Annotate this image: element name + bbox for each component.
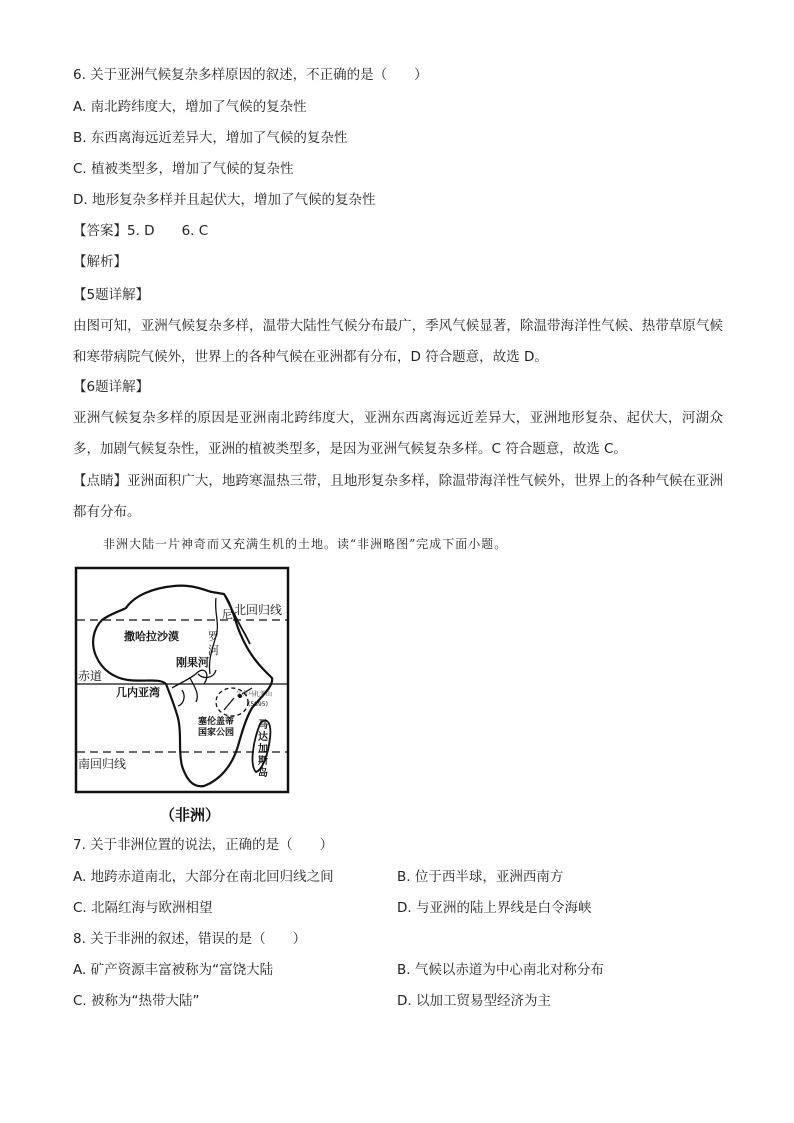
label-kilimanjaro: 乞力马扎罗山 <box>236 691 273 698</box>
label-tropic-south: 南回归线 <box>78 757 127 771</box>
q8-option-b: B. 气候以赤道为中心南北对称分布 <box>397 962 604 978</box>
map-intro: 非洲大陆一片神奇而又充满生机的土地。读“非洲略图”完成下面小题。 <box>103 537 508 551</box>
label-congo: 刚果河 <box>176 656 209 669</box>
detail5-text: 由图可知，亚洲气候复杂多样，温带大陆性气候分布最广，季风气候显著，除温带海洋性气候、热带草原气候和寒带病院气候外，世界上的各种气候在亚洲都有分布，D 符合题意，故选 D。 <box>73 318 723 365</box>
q6-option-d: D. 地形复杂多样并且起伏大，增加了气候的复杂性 <box>73 192 376 208</box>
label-kilimanjaro-height: (5895) <box>248 701 268 708</box>
detail6-label: 【6题详解】 <box>73 379 150 395</box>
q8-option-d: D. 以加工贸易型经济为主 <box>397 993 551 1009</box>
tip-text: 亚洲面积广大，地跨寒温热三带，且地形复杂多样，除温带海洋性气候外，世界上的各种气候在亚洲都有分布。 <box>73 473 724 520</box>
q7-option-a: A. 地跨赤道南北，大部分在南北回归线之间 <box>73 869 334 885</box>
q6-option-c: C. 植被类型多，增加了气候的复杂性 <box>73 161 294 177</box>
label-madagascar-1: 马 <box>258 720 268 731</box>
label-madagascar-5: 岛 <box>258 768 268 779</box>
q7-stem: 7. 关于非洲位置的说法，正确的是（ ） <box>73 837 334 853</box>
label-madagascar-4: 斯 <box>258 756 268 767</box>
label-madagascar-3: 加 <box>258 744 268 755</box>
q8-stem: 8. 关于非洲的叙述，错误的是（ ） <box>73 931 307 947</box>
label-serengeti-2: 国家公园 <box>198 728 235 738</box>
detail5-label: 【5题详解】 <box>73 287 150 303</box>
detail6-text: 亚洲气候复杂多样的原因是亚洲南北跨纬度大，亚洲东西离海远近差异大，亚洲地形复杂、起伏大，河湖众多，加剧气候复杂性，亚洲的植被类型多，是因为亚洲气候复杂多样。C 符合题意，故选 C。 <box>73 410 723 457</box>
answer-label: 【答案】 <box>73 223 127 239</box>
label-sahara: 撒哈拉沙漠 <box>124 630 179 643</box>
q7-option-c: C. 北隔红海与欧洲相望 <box>73 900 213 916</box>
label-guinea: 几内亚湾 <box>116 686 160 699</box>
tip-label: 【点睛】 <box>73 473 128 489</box>
answer-line <box>73 221 208 241</box>
africa-map <box>74 566 292 830</box>
tip-paragraph <box>73 466 723 528</box>
q6-option-b: B. 东西离海远近差异大，增加了气候的复杂性 <box>73 130 348 146</box>
label-nile-3: 河 <box>208 644 219 657</box>
q8-option-c: C. 被称为“热带大陆” <box>73 993 200 1009</box>
label-madagascar-2: 达 <box>258 732 268 743</box>
q6-stem: 6. 关于亚洲气候复杂多样原因的叙述，不正确的是（ ） <box>73 67 428 83</box>
answer-text: 5. D 6. C <box>127 223 209 239</box>
analysis-label: 【解析】 <box>73 254 127 270</box>
label-nile-2: 罗 <box>208 630 219 643</box>
map-caption: （非洲） <box>160 806 221 824</box>
label-serengeti-1: 塞伦盖蒂 <box>198 717 235 727</box>
label-nile-1: 尼 <box>222 608 233 621</box>
q7-option-d: D. 与亚洲的陆上界线是白令海峡 <box>397 900 592 916</box>
q7-option-b: B. 位于西半球，亚洲西南方 <box>397 869 564 885</box>
label-equator: 赤道 <box>78 669 103 683</box>
q8-option-a: A. 矿产资源丰富被称为“富饶大陆 <box>73 962 274 978</box>
africa-map-figure <box>74 566 292 830</box>
q6-option-a: A. 南北跨纬度大，增加了气候的复杂性 <box>73 99 307 115</box>
label-tropic-north: 北回归线 <box>234 603 283 617</box>
